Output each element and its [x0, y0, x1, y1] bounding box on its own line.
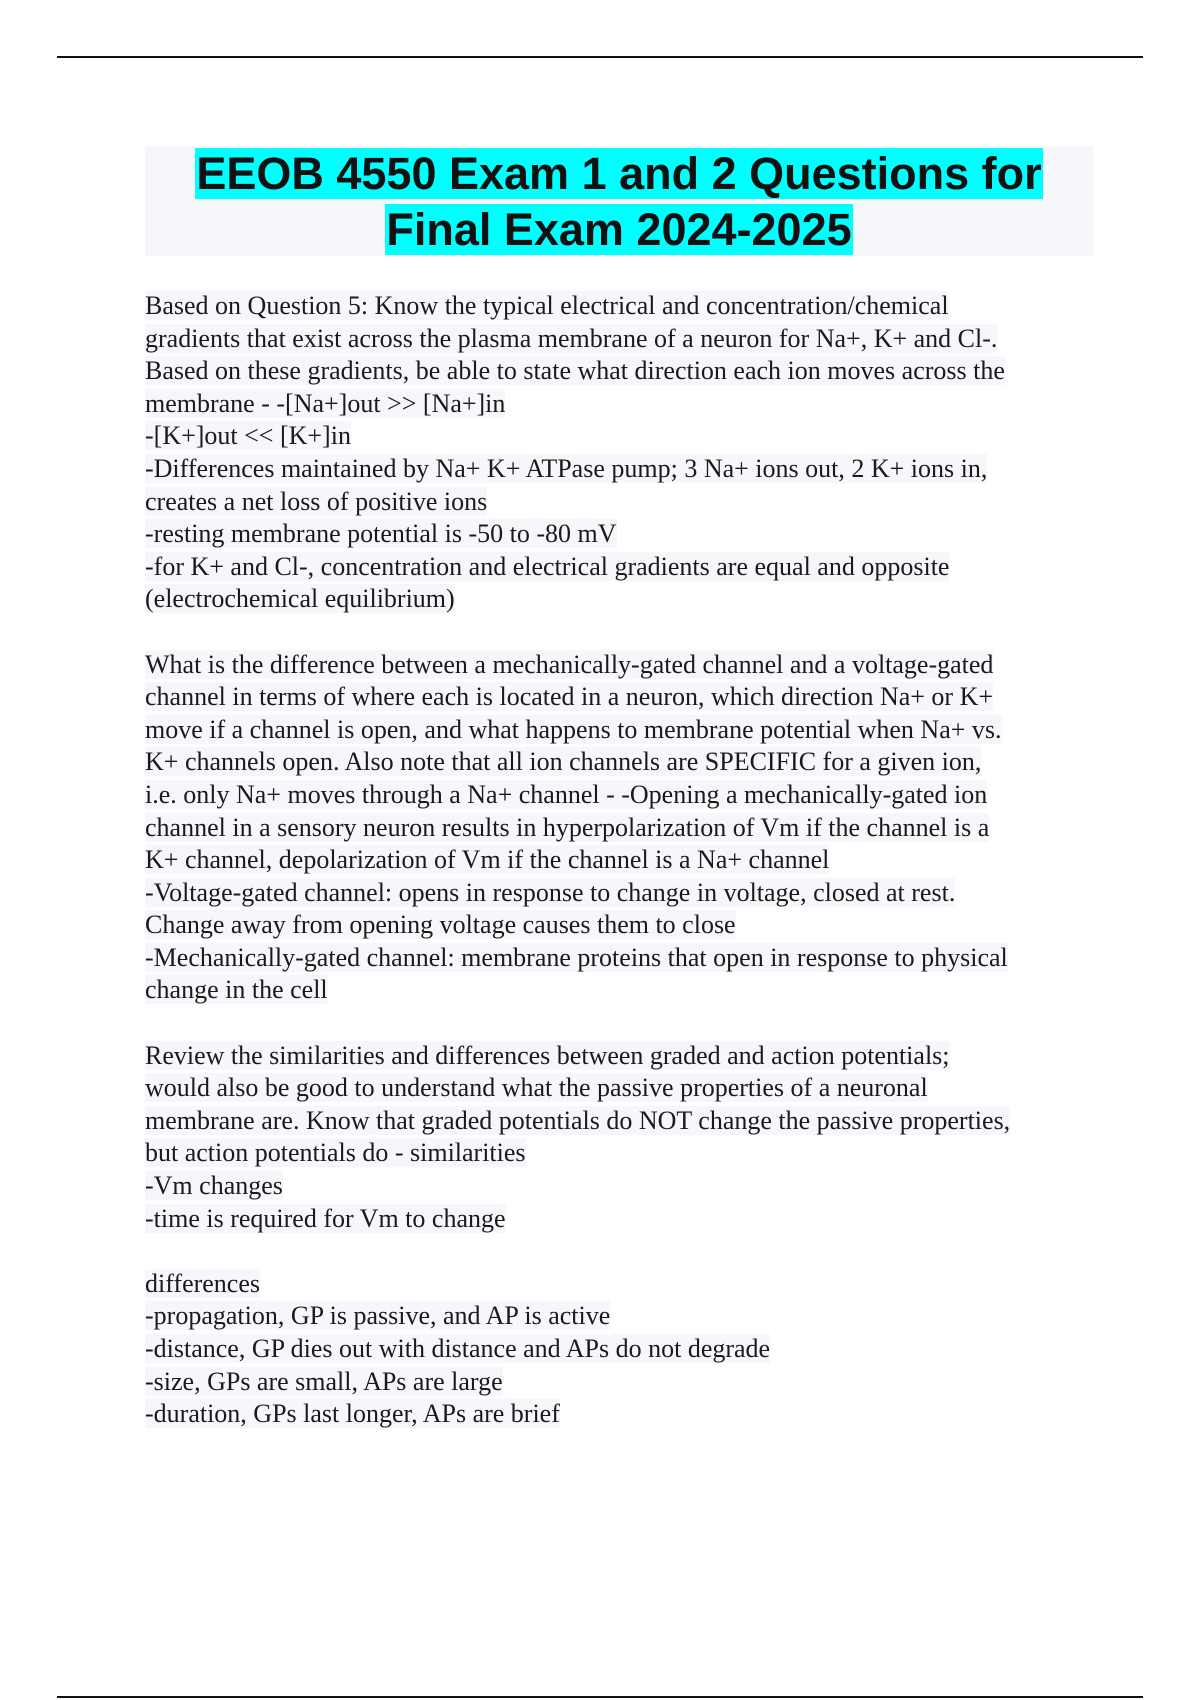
text-line: change in the cell	[145, 975, 328, 1005]
text-line: -for K+ and Cl-, concentration and electrical gradients are equal and opposite	[145, 551, 950, 581]
text-line: -Differences maintained by Na+ K+ ATPase pump; 3 Na+ ions out, 2 K+ ions in,	[145, 453, 988, 483]
text-line: differences	[145, 1268, 261, 1298]
bottom-rule	[57, 1696, 1143, 1698]
text-line: K+ channel, depolarization of Vm if the channel is a Na+ channel	[145, 845, 830, 875]
text-line: What is the difference between a mechanically-gated channel and a voltage-gated	[145, 649, 994, 679]
text-line: membrane - -[Na+]out >> [Na+]in	[145, 388, 506, 418]
text-line: -Mechanically-gated channel: membrane proteins that open in response to physical	[145, 942, 1008, 972]
text-line: i.e. only Na+ moves through a Na+ channel - -Opening a mechanically-gated ion	[145, 779, 988, 809]
text-line: -size, GPs are small, APs are large	[145, 1366, 503, 1396]
title-line-1: EEOB 4550 Exam 1 and 2 Questions for	[196, 148, 1042, 199]
text-line: gradients that exist across the plasma membrane of a neuron for Na+, K+ and Cl-.	[145, 323, 998, 353]
text-line: Based on Question 5: Know the typical electrical and concentration/chemical	[145, 291, 949, 320]
text-line: -time is required for Vm to change	[145, 1203, 506, 1233]
text-line: -distance, GP dies out with distance and APs do not degrade	[145, 1334, 771, 1363]
document-body	[145, 290, 1095, 1463]
text-line: Change away from opening voltage causes them to close	[145, 910, 736, 940]
text-line: -propagation, GP is passive, and AP is active	[145, 1301, 611, 1331]
text-line: Review the similarities and differences between graded and action potentials;	[145, 1040, 950, 1070]
text-line: K+ channels open. Also note that all ion channels are SPECIFIC for a given ion,	[145, 747, 982, 777]
text-line: move if a channel is open, and what happens to membrane potential when Na+ vs.	[145, 714, 1002, 744]
text-line: Based on these gradients, be able to state what direction each ion moves across the	[145, 356, 1005, 386]
title-line-2: Final Exam 2024-2025	[386, 204, 852, 255]
text-line: creates a net loss of positive ions	[145, 486, 488, 516]
question-block-2	[145, 649, 1095, 1008]
text-line: -resting membrane potential is -50 to -80 mV	[145, 519, 617, 549]
text-line: membrane are. Know that graded potentials do NOT change the passive properties,	[145, 1105, 1011, 1135]
text-line: channel in terms of where each is located in a neuron, which direction Na+ or K+	[145, 682, 994, 712]
document-title	[145, 146, 1093, 256]
text-line: -Voltage-gated channel: opens in response to change in voltage, closed at rest.	[145, 877, 956, 907]
text-line: -Vm changes	[145, 1171, 283, 1201]
text-line: channel in a sensory neuron results in hyperpolarization of Vm if the channel is a	[145, 812, 990, 842]
question-block-3	[145, 1040, 1095, 1236]
text-line: would also be good to understand what the passive properties of a neuronal	[145, 1073, 928, 1103]
text-line: (electrochemical equilibrium)	[145, 584, 455, 614]
top-rule	[57, 56, 1143, 58]
question-block-4	[145, 1268, 1095, 1431]
text-line: -[K+]out << [K+]in	[145, 421, 351, 451]
text-line: -duration, GPs last longer, APs are brief	[145, 1399, 560, 1429]
question-block-1	[145, 290, 1095, 616]
text-line: but action potentials do - similarities	[145, 1138, 526, 1168]
